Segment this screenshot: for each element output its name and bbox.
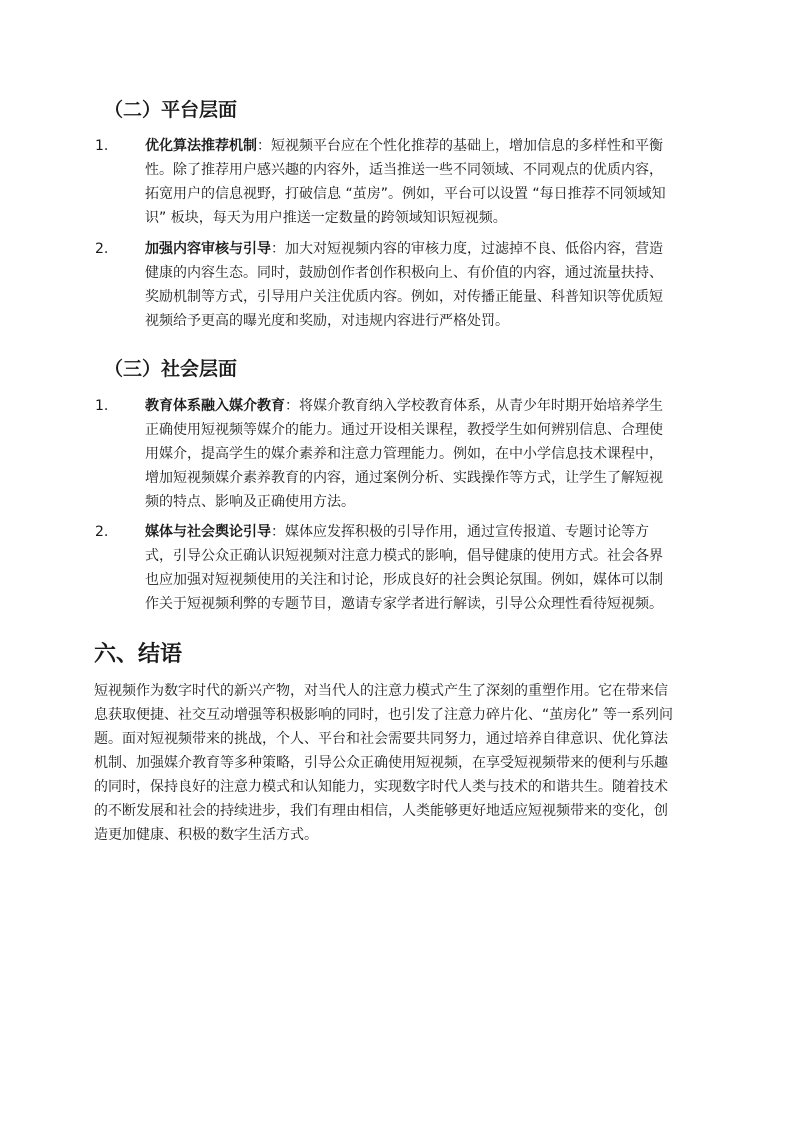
list-item-line	[145, 394, 705, 418]
list-item-algorithm	[145, 134, 705, 230]
conclusion-paragraph	[94, 679, 706, 847]
list-item-line: 用媒介，提高学生的媒介素养和注意力管理能力。例如，在中小学信息技术课程中，	[145, 446, 663, 462]
list-item-term: 加强内容审核与引导	[145, 241, 271, 257]
list-item-line: 增加短视频媒介素养教育的内容，通过案例分析、实践操作等方式，让学生了解短视	[145, 470, 663, 486]
list-item-text: ：短视频平台应在个性化推荐的基础上，增加信息的多样性和平衡	[257, 138, 663, 154]
list-number: 2.	[95, 524, 109, 540]
paragraph-line: 短视频作为数字时代的新兴产物，对当代人的注意力模式产生了深刻的重塑作用。它在带来信	[94, 683, 668, 699]
list-item-term: 教育体系融入媒介教育	[145, 398, 285, 414]
paragraph-line: 造更加健康、积极的数字生活方式。	[94, 827, 318, 843]
list-item-line: 拓宽用户的信息视野，打破信息 “茧房”。例如，平台可以设置 “每日推荐不同领域知	[145, 186, 666, 202]
paragraph-line: 息获取便捷、社交互动增强等积极影响的同时，也引发了注意力碎片化、“茧房化” 等一系列问	[94, 707, 673, 723]
paragraph-line: 机制、加强媒介教育等多种策略，引导公众正确使用短视频，在享受短视频带来的便利与乐趣	[94, 755, 668, 771]
list-item-line: 式，引导公众正确认识短视频对注意力模式的影响，倡导健康的使用方式。社会各界	[145, 548, 663, 564]
list-number: 1.	[95, 398, 109, 414]
list-item-line: 健康的内容生态。同时，鼓励创作者创作积极向上、有价值的内容，通过流量扶持、	[145, 265, 663, 281]
list-item-content-review	[145, 237, 705, 333]
list-item-line	[145, 134, 705, 158]
paragraph-line: 的不断发展和社会的持续进步，我们有理由相信，人类能够更好地适应短视频带来的变化，创	[94, 803, 668, 819]
list-item-line: 作关于短视频利弊的专题节目，邀请专家学者进行解读，引导公众理性看待短视频。	[145, 596, 663, 612]
list-item-public-opinion	[145, 520, 705, 616]
list-item-media-education	[145, 394, 705, 514]
paragraph-line: 的同时，保持良好的注意力模式和认知能力，实现数字时代人类与技术的和谐共生。随着技术	[94, 779, 668, 795]
section-heading-society: （三）社会层面	[104, 358, 238, 380]
list-item-line: 奖励机制等方式，引导用户关注优质内容。例如，对传播正能量、科普知识等优质短	[145, 289, 663, 305]
list-item-line	[145, 520, 705, 544]
list-item-line	[145, 237, 705, 261]
section-heading-platform: （二）平台层面	[104, 99, 238, 121]
list-item-term: 优化算法推荐机制	[145, 138, 257, 154]
list-item-text: ：将媒介教育纳入学校教育体系，从青少年时期开始培养学生	[285, 398, 663, 414]
list-item-line: 视频给予更高的曝光度和奖励，对违规内容进行严格处罚。	[145, 313, 509, 329]
list-item-line: 性。除了推荐用户感兴趣的内容外，适当推送一些不同领域、不同观点的优质内容，	[145, 162, 663, 178]
list-number: 2.	[95, 241, 109, 257]
list-item-text: ：媒体应发挥积极的引导作用，通过宣传报道、专题讨论等方	[271, 524, 649, 540]
conclusion-heading: 六、结语	[94, 642, 183, 667]
list-item-text: ：加大对短视频内容的审核力度，过滤掉不良、低俗内容，营造	[271, 241, 663, 257]
list-item-line: 频的特点、影响及正确使用方法。	[145, 494, 355, 510]
list-number: 1.	[95, 138, 109, 154]
list-item-term: 媒体与社会舆论引导	[145, 524, 271, 540]
paragraph-line: 题。面对短视频带来的挑战，个人、平台和社会需要共同努力，通过培养自律意识、优化算法	[94, 731, 668, 747]
list-item-line: 也应加强对短视频使用的关注和讨论，形成良好的社会舆论氛围。例如，媒体可以制	[145, 572, 663, 588]
list-item-line: 正确使用短视频等媒介的能力。通过开设相关课程，教授学生如何辨别信息、合理使	[145, 422, 663, 438]
list-item-line: 识” 板块，每天为用户推送一定数量的跨领域知识短视频。	[145, 210, 507, 226]
